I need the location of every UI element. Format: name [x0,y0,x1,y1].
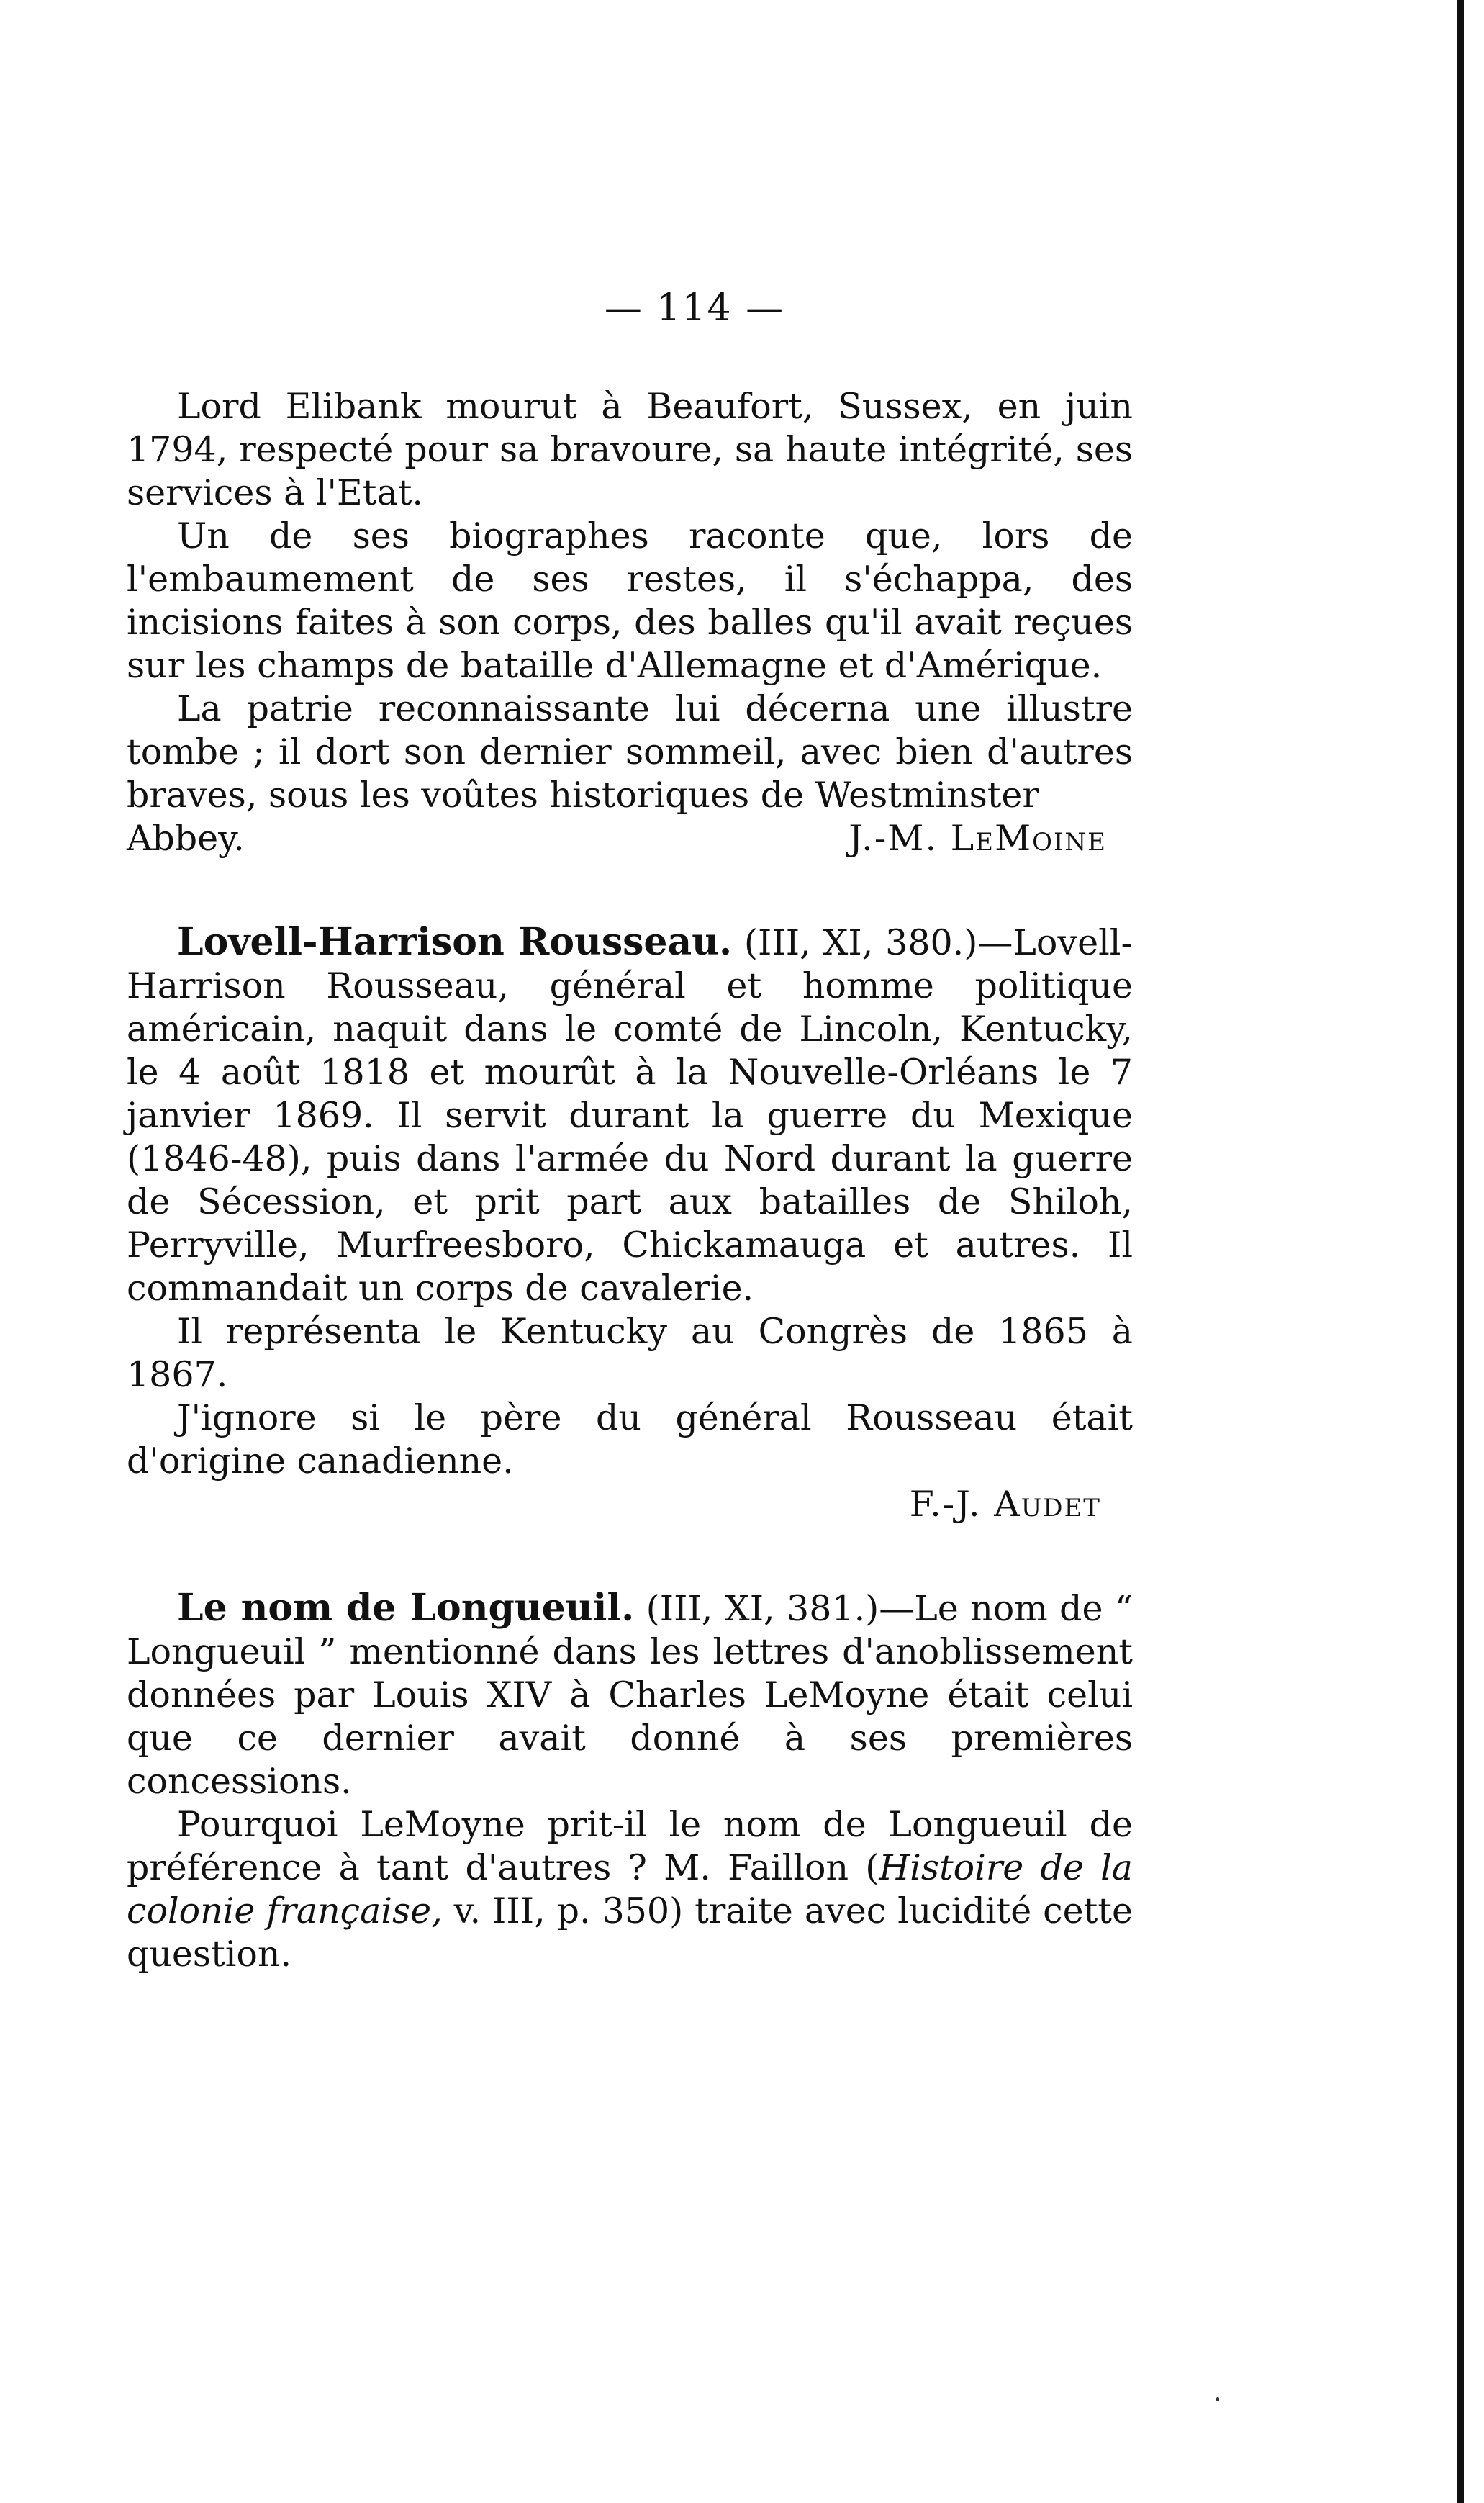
page-number: — 114 — [604,287,785,330]
article2-signature-line [127,1483,1133,1526]
page-speck [1216,2397,1219,2401]
article2-paragraph-1 [127,921,1133,1310]
article3-paragraph-1 [127,1587,1133,1803]
text-column [127,385,1133,1976]
article1-paragraph-2: Un de ses biographes raconte que, lors de l'embaumement de ses restes, il s'échappa, des incisions faites à son corps, des balles qu'il avait reçues sur les champs de bataille d'Allemagne et d'Amérique. [127,515,1133,686]
article3-paragraph-2 [127,1803,1133,1976]
article3-paragraph-2-start: Pourquoi LeMoyne prit-il le nom de Longueuil de préférence à tant d'autres ? M. Faillon ( [127,1804,1133,1888]
article1-paragraph-3-end: Abbey. [127,818,245,859]
article3-body: (III, XI, 381.)—Le nom de “ Longueuil ” mentionné dans les lettres d'anoblissement données par Louis XIV à Charles LeMoyne était celui que ce dernier avait donné à ses premières concessions. [127,1588,1134,1802]
article3-paragraph-2-end: v. III, p. 350) traite avec lucidité cette question. [127,1890,1133,1975]
article3-book-title: Histoire de la colonie française, [127,1847,1134,1931]
article2-paragraph-3: J'ignore si le père du général Rousseau était d'origine canadienne. [127,1397,1133,1481]
article1-signature: J.-M. LeMoine [849,818,1107,859]
article2-signature: F.-J. Audet [909,1484,1101,1525]
article2-body: (III, XI, 380.)—Lovell-Harrison Rousseau, général et homme politique américain, naquit dans le comté de Lincoln, Kentucky, le 4 août 1818 et mourût à la Nouvelle-Orléans le 7 janvier 1869. Il servit durant la guerre du Mexique (1846-48), puis dans l'armée du Nord durant la guerre de Sécession, et prit part aux batailles de Shiloh, Perryville, Murfreesboro, Chickamauga et autres. Il commandait un corps de cavalerie. [127,922,1133,1309]
article1-paragraph-1: Lord Elibank mourut à Beaufort, Sussex, en juin 1794, respecté pour sa bravoure, sa haute intégrité, ses services à l'Etat. [127,386,1133,513]
article1-last-line [127,817,1133,860]
article1-paragraph-3: La patrie reconnaissante lui décerna une illustre tombe ; il dort son dernier sommeil, avec bien d'autres braves, sous les voûtes historiques de Westminster [127,688,1133,816]
page-edge-rule [1457,0,1464,2503]
article2-paragraph-2: Il représenta le Kentucky au Congrès de 1865 à 1867. [127,1311,1133,1395]
article3-title: Le nom de Longueuil. [177,1586,635,1630]
article2-title: Lovell-Harrison Rousseau. [177,920,733,964]
